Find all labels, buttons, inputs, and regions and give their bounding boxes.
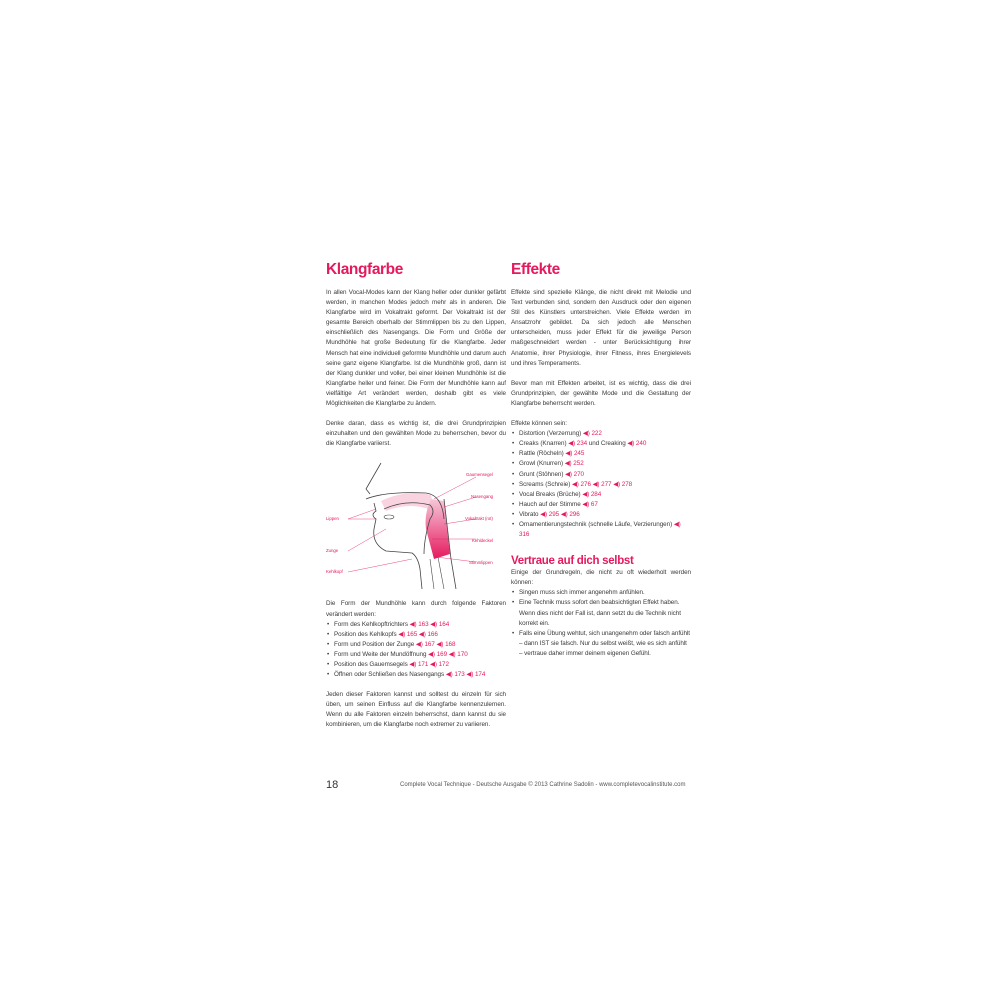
speaker-icon: ◀) (436, 640, 444, 648)
label-nasengang: Nasengang (471, 494, 494, 500)
speaker-icon: ◀) (430, 660, 437, 668)
audio-ref-link[interactable]: 172 (438, 660, 449, 668)
audio-ref-link[interactable]: 277 (601, 480, 612, 488)
effect-item: • Vibrato ◀) 295 ◀) 296 (511, 510, 691, 520)
speaker-icon: ◀) (572, 480, 579, 488)
page-number: 18 (326, 779, 339, 791)
audio-ref-link[interactable]: 245 (573, 450, 585, 458)
audio-ref-link[interactable]: 234 (576, 440, 588, 448)
audio-ref-link[interactable]: 174 (474, 671, 486, 679)
effects-list (511, 429, 691, 540)
factor-item: • Form des Kehlkopftrichters ◀) 163 ◀) 164 (326, 620, 506, 630)
speaker-icon: ◀) (565, 470, 572, 478)
audio-ref-link[interactable]: 278 (621, 480, 633, 488)
audio-ref-link[interactable]: 163 (418, 620, 429, 628)
audio-ref-link[interactable]: 295 (548, 510, 560, 518)
speaker-icon: ◀) (582, 500, 590, 508)
speaker-icon: ◀) (673, 520, 681, 528)
footer-copyright: Complete Vocal Technique - Deutsche Ausgabe © 2013 Cathrine Sadolin - www.completevocalinstitute.com (400, 782, 686, 788)
audio-ref-link[interactable]: 164 (438, 620, 450, 628)
speaker-icon: ◀) (560, 510, 568, 518)
label-stimmlippen: Stimmlippen (469, 560, 493, 566)
label-kehldeckel: Kehldeckel (472, 538, 493, 544)
paragraph: Jeden dieser Faktoren kannst und solltest du einzeln für sich üben, um seinen Einfluss auf die Klangfarbe kennenzulernen. Wenn du alle Faktoren einzeln beherrschst, dann kannst du sie kombinieren, um die Klangfarbe noch extremer zu variieren. (326, 691, 506, 729)
audio-ref-link[interactable]: 270 (573, 470, 585, 478)
paragraph: Die Form der Mundhöhle kann durch folgende Faktoren verändert werden: (326, 600, 506, 618)
audio-ref-link[interactable]: 166 (427, 630, 438, 638)
paragraph: In allen Vocal-Modes kann der Klang heller oder dunkler gefärbt werden, in manchen Modes jedoch mehr als in anderen. Die Klangfarbe wird im Vokaltrakt geformt. Der Vokaltrakt ist der gesamte Bereich oberhalb der Stimmlippen bis zu den Lippen, einschließlich des Nasengangs. Die Form und Größe der Mundhöhle hat große Bedeutung für die Klangfarbe. Jeder Mensch hat eine individuell geformte Mundhöhle und darum auch seine ganz eigene Klangfarbe. Ist die Mundhöhle groß, dann ist der Klang dunkler und voller, bei einer kleinen Mundhöhle ist die Klangfarbe heller und feiner. Die Form der Mundhöhle kann auf vielfältige Art verändert werden, deshalb gibt es viele Möglichkeiten die Klangfarbe zu ändern. (326, 289, 506, 408)
effect-item: • Rattle (Röcheln) ◀) 245 (511, 449, 691, 459)
audio-ref-link[interactable]: 170 (457, 650, 468, 658)
audio-ref-link[interactable]: 240 (635, 440, 647, 448)
speaker-icon: ◀) (582, 430, 590, 438)
speaker-icon: ◀) (565, 450, 573, 458)
section-title-klangfarbe: Klangfarbe (326, 261, 403, 278)
speaker-icon: ◀) (415, 640, 423, 648)
factor-item: • Form und Weite der Mundöffnung ◀) 169 ◀) 170 (326, 650, 506, 660)
speaker-icon: ◀) (582, 490, 590, 498)
rules-list (511, 588, 691, 659)
effect-item: • Hauch auf der Stimme ◀) 67 (511, 500, 691, 510)
paragraph: Einige der Grundregeln, die nicht zu oft wiederholt werden können: (511, 569, 691, 587)
label-zunge: Zunge (326, 548, 339, 554)
speaker-icon: ◀) (398, 630, 406, 638)
speaker-icon: ◀) (540, 510, 548, 518)
speaker-icon: ◀) (592, 480, 600, 488)
audio-ref-link[interactable]: 67 (590, 500, 598, 508)
audio-ref-link[interactable]: 165 (406, 630, 418, 638)
speaker-icon: ◀) (466, 671, 474, 679)
audio-ref-link[interactable]: 171 (417, 660, 429, 668)
audio-ref-link[interactable]: 276 (580, 480, 591, 488)
speaker-icon: ◀) (613, 480, 621, 488)
vocal-tract-illustration (326, 459, 506, 589)
paragraph: Bevor man mit Effekten arbeitet, ist es wichtig, dass die drei Grundprinzipien, der gewählte Mode und die Gestaltung der Klangfarbe beherrscht werden. (511, 379, 691, 407)
audio-ref-link[interactable]: 167 (424, 640, 435, 648)
audio-ref-link[interactable]: 284 (590, 490, 602, 498)
effect-item: • Creaks (Knarren) ◀) 234 und Creaking ◀) 240 (511, 439, 691, 449)
list-intro: Effekte können sein: (511, 420, 567, 428)
factor-item: • Position des Gauemsegels ◀) 171 ◀) 172 (326, 660, 506, 670)
audio-ref-link[interactable]: 173 (454, 671, 465, 679)
factor-list (326, 620, 506, 681)
speaker-icon: ◀) (448, 650, 456, 658)
left-column (326, 262, 506, 741)
paragraph: Effekte sind spezielle Klänge, die nicht direkt mit Melodie und Text verbunden sind, sondern den Ausdruck oder den eigenen Stil des Künstlers unterstreichen. Viele Effekte werden im Ansatzrohr gebildet. Da sich jedoch alle Menschen unterscheiden, muss jeder Effekt für die jeweilige Person maßgeschneidert werden - unter Berücksichtigung ihrer Anatomie, ihrer Physiologie, ihrer Fitness, ihres Energielevels und ihres Temperaments. (511, 289, 691, 367)
rule-item: • Singen muss sich immer angenehm anfühlen. (511, 588, 691, 598)
effect-item: • Ornamentierungstechnik (schnelle Läufe, Verzierungen) ◀) 316 (511, 520, 691, 540)
speaker-icon: ◀) (418, 630, 426, 638)
vocal-tract-diagram (326, 459, 506, 589)
effect-item: • Grunt (Stöhnen) ◀) 270 (511, 470, 691, 480)
effect-item: • Growl (Knurren) ◀) 252 (511, 459, 691, 469)
speaker-icon: ◀) (568, 440, 576, 448)
audio-ref-link[interactable]: 222 (591, 430, 602, 438)
label-vokaltrakt: Vokaltrakt (rot) (465, 516, 493, 522)
audio-ref-link[interactable]: 168 (445, 640, 456, 648)
effect-item: • Distortion (Verzerrung) ◀) 222 (511, 429, 691, 439)
label-kehlkopf: Kehlkopf (326, 569, 343, 575)
effect-item: • Screams (Schreie) ◀) 276 ◀) 277 ◀) 278 (511, 480, 691, 490)
paragraph: Denke daran, dass es wichtig ist, die drei Grundprinzipien einzuhalten und den gewählten Mode zu beherrschen, bevor du die Klangfarbe variierst. (326, 420, 506, 448)
effect-item: • Vocal Breaks (Brüche) ◀) 284 (511, 490, 691, 500)
label-lippen: Lippen (326, 516, 339, 522)
audio-ref-link[interactable]: 252 (573, 460, 584, 468)
speaker-icon: ◀) (428, 650, 435, 658)
factor-item: • Position des Kehlkopfs ◀) 165 ◀) 166 (326, 630, 506, 640)
audio-ref-link[interactable]: 296 (569, 510, 580, 518)
speaker-icon: ◀) (409, 660, 417, 668)
speaker-icon: ◀) (430, 620, 438, 628)
right-column (511, 262, 691, 669)
rule-item: • Falls eine Übung wehtut, sich unangenehm oder falsch anfühlt – dann IST sie falsch. Nur du selbst weißt, wie es sich anfühlt – vertraue daher immer deinem eigenen Gefühl. (511, 629, 691, 659)
subsection-title: Vertraue auf dich selbst (511, 555, 634, 568)
audio-ref-link[interactable]: 316 (519, 531, 530, 539)
factor-item: • Form und Position der Zunge ◀) 167 ◀) 168 (326, 640, 506, 650)
section-title-effekte: Effekte (511, 261, 560, 278)
speaker-icon: ◀) (445, 671, 453, 679)
speaker-icon: ◀) (627, 440, 635, 448)
rule-item: • Eine Technik muss sofort den beabsichtigten Effekt haben. Wenn dies nicht der Fall ist, dann setzt du die Technik nicht korrekt ein. (511, 598, 691, 628)
factor-item: • Öffnen oder Schließen des Nasengangs ◀) 173 ◀) 174 (326, 670, 506, 680)
speaker-icon: ◀) (409, 620, 417, 628)
speaker-icon: ◀) (564, 460, 572, 468)
label-gaumensegel: Gaumensegel (466, 472, 493, 478)
audio-ref-link[interactable]: 169 (436, 650, 448, 658)
